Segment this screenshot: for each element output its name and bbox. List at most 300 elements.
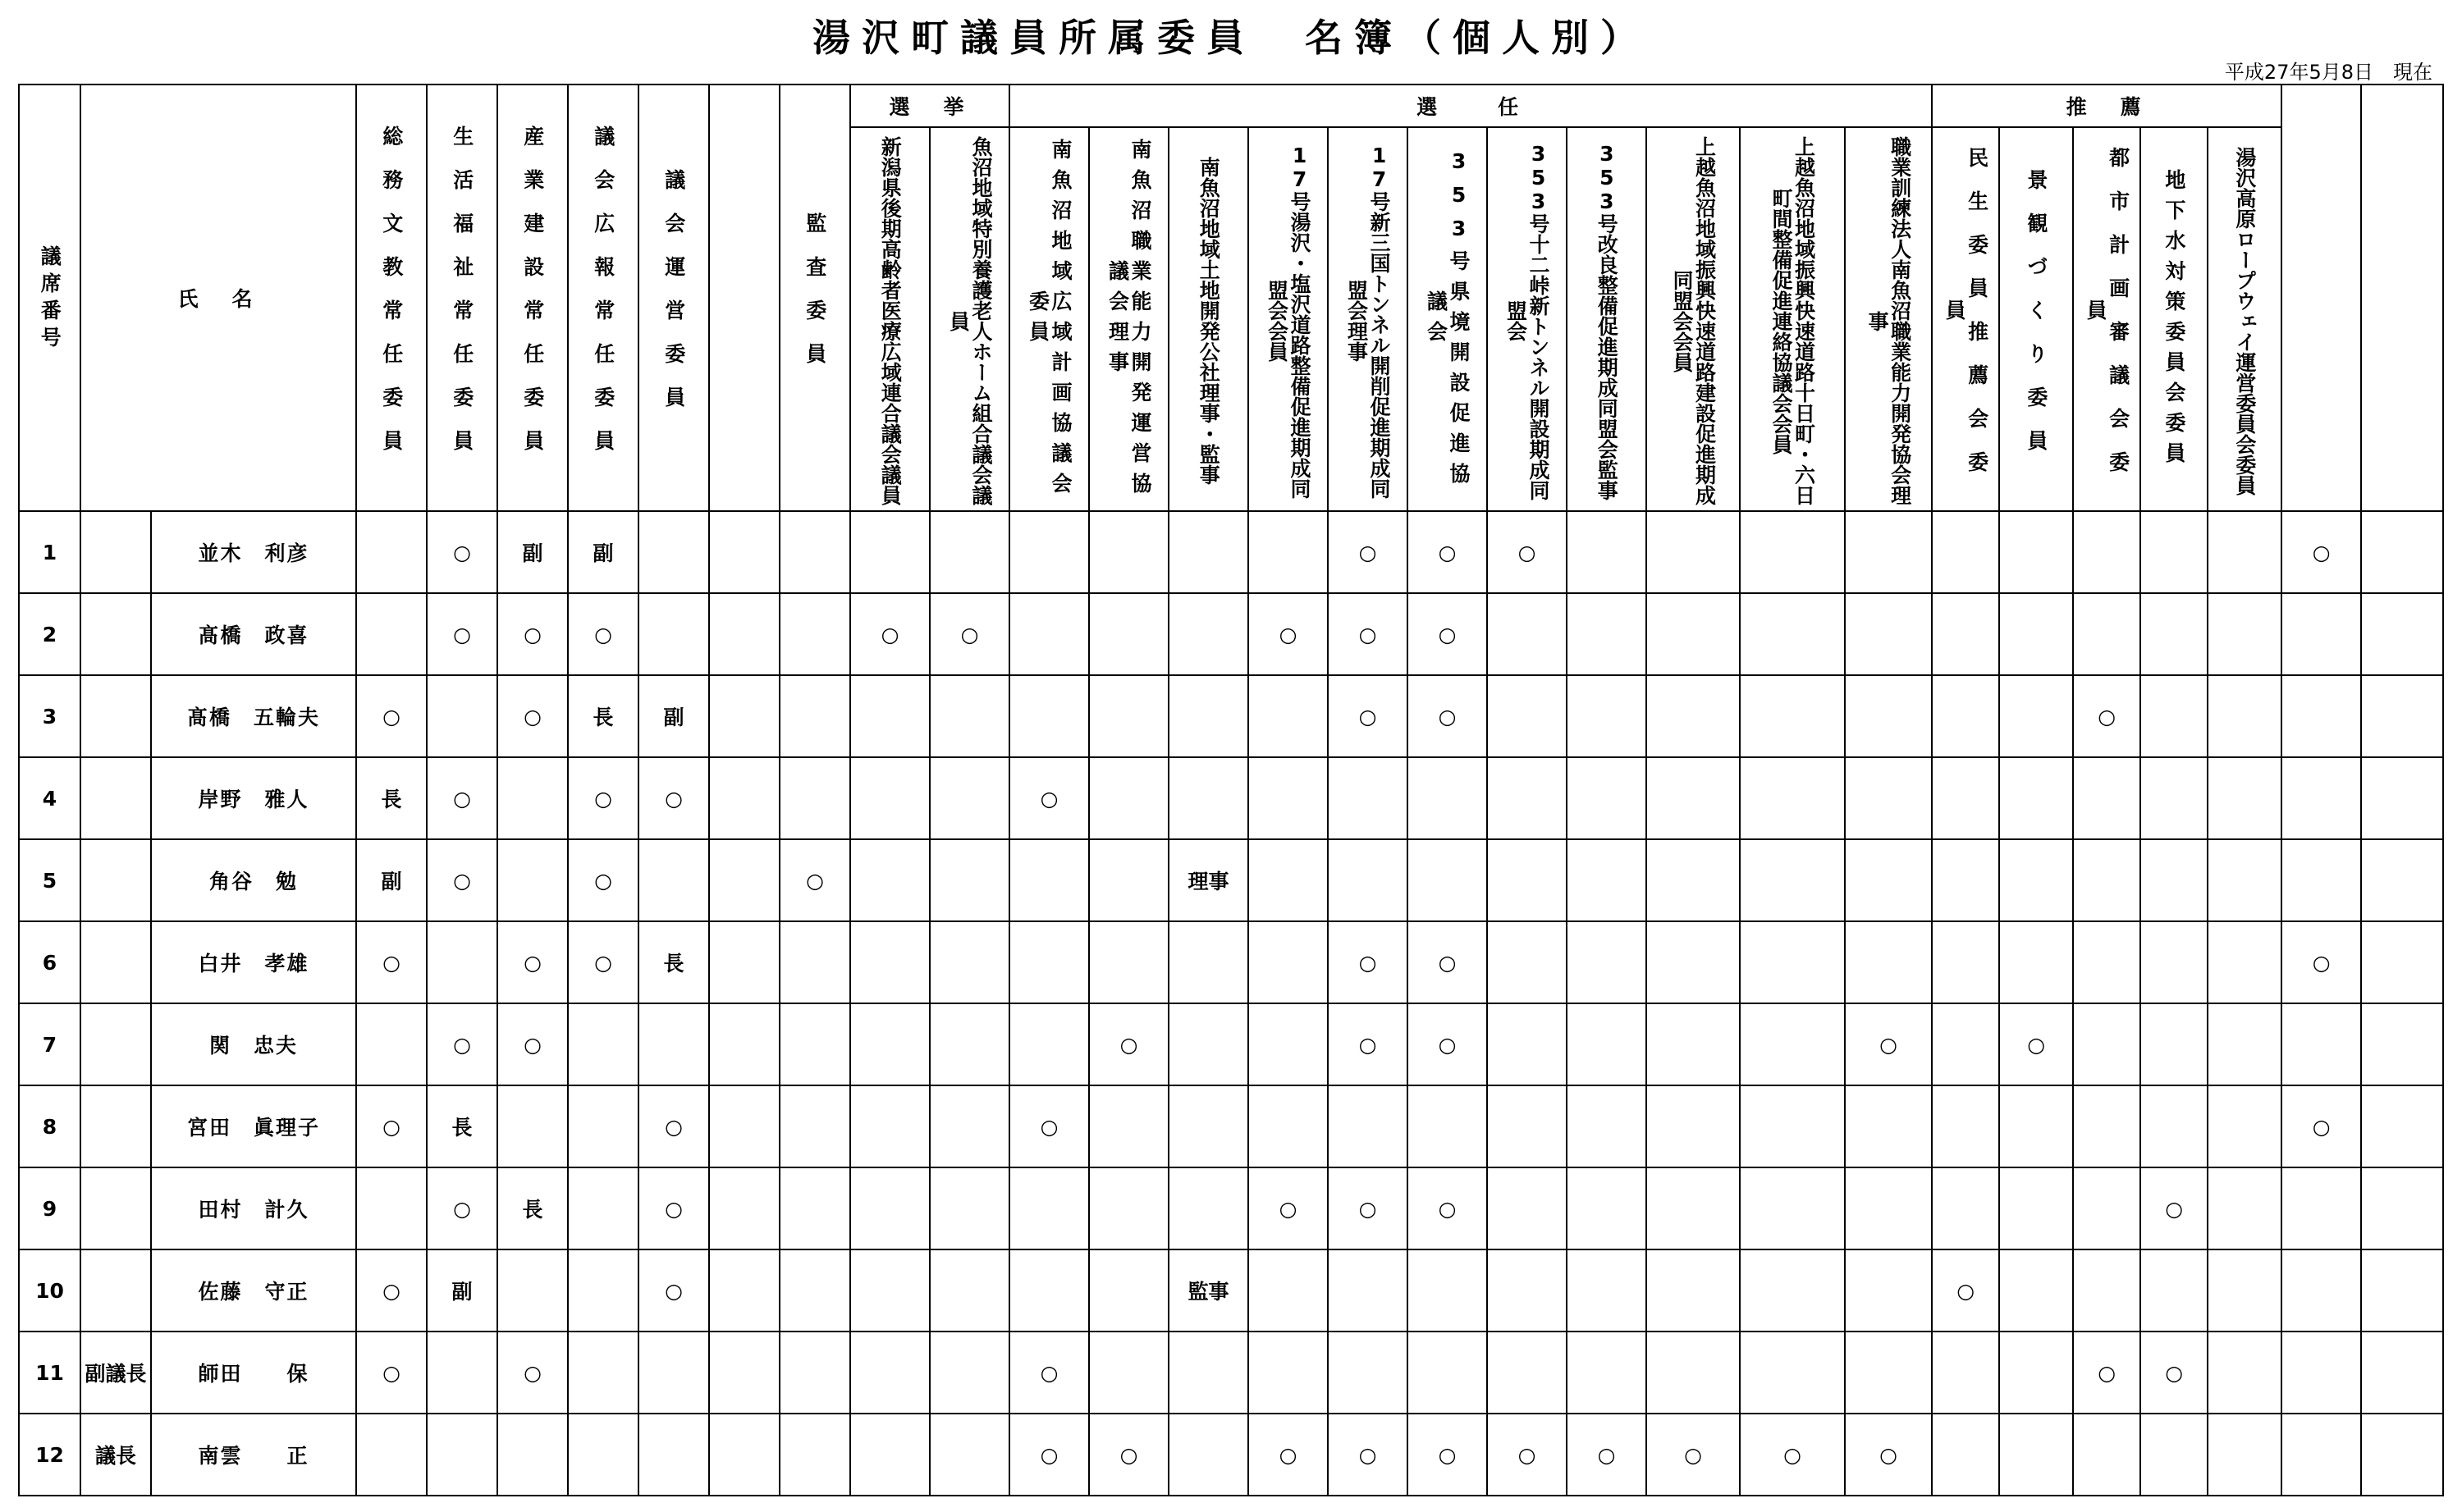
membership-cell [1328, 839, 1407, 921]
membership-cell [1999, 675, 2073, 757]
header-election-2: 魚沼地域特別養護老人ホーム組合議会議員 [930, 127, 1009, 511]
header-appointed-10: 上越魚沼地域振興快速道路十日町・六日町間整備促進連絡協議会会員 [1740, 127, 1845, 511]
membership-cell [1009, 839, 1089, 921]
membership-cell [1845, 921, 1932, 1003]
membership-cell [1567, 1003, 1646, 1085]
membership-cell [2208, 1003, 2281, 1085]
membership-cell [1169, 921, 1248, 1003]
membership-cell: 長 [427, 1085, 497, 1167]
role-cell [80, 921, 151, 1003]
membership-cell [2073, 921, 2140, 1003]
membership-cell [1487, 1085, 1567, 1167]
header-appointed-1: 南魚沼地域広域計画協議会委員 [1009, 127, 1089, 511]
membership-cell [568, 1249, 638, 1332]
membership-cell: ○ [497, 593, 568, 675]
membership-cell [930, 511, 1009, 593]
membership-cell [568, 1332, 638, 1414]
header-election-1: 新潟県後期高齢者医療広域連合議会議員 [850, 127, 930, 511]
membership-cell [1845, 675, 1932, 757]
membership-cell: ○ [1328, 675, 1407, 757]
membership-cell [568, 1167, 638, 1249]
membership-cell [2281, 1249, 2361, 1332]
membership-cell [1169, 1332, 1248, 1414]
header-standing-1: 総務文教常任委員 [356, 85, 427, 511]
membership-cell [427, 921, 497, 1003]
membership-cell: ○ [2140, 1167, 2208, 1249]
membership-cell [2361, 593, 2443, 675]
membership-cell: 長 [356, 757, 427, 839]
membership-cell [1169, 1003, 1248, 1085]
membership-cell [1999, 757, 2073, 839]
header-recommended-4: 地下水対策委員会委員 [2140, 127, 2208, 511]
membership-cell [568, 1414, 638, 1496]
membership-cell: ○ [1487, 511, 1567, 593]
membership-cell: ○ [1328, 921, 1407, 1003]
membership-cell [497, 1085, 568, 1167]
membership-cell: 副 [638, 675, 709, 757]
membership-cell: ○ [356, 1085, 427, 1167]
membership-cell [1487, 593, 1567, 675]
membership-cell: ○ [638, 1085, 709, 1167]
membership-cell [1248, 1003, 1328, 1085]
membership-cell [1567, 921, 1646, 1003]
role-cell [80, 593, 151, 675]
membership-cell [1169, 757, 1248, 839]
membership-cell [2361, 1249, 2443, 1332]
membership-cell [2208, 1249, 2281, 1332]
membership-cell [2361, 1332, 2443, 1414]
header-standing-3: 産業建設常任委員 [497, 85, 568, 511]
header-extra-1 [2281, 85, 2361, 511]
membership-cell [2361, 1085, 2443, 1167]
member-name-cell: 角谷 勉 [151, 839, 356, 921]
membership-cell [1646, 675, 1740, 757]
membership-cell: ○ [568, 921, 638, 1003]
membership-cell [1999, 511, 2073, 593]
table-row [19, 1085, 2443, 1167]
membership-cell [1407, 1085, 1487, 1167]
membership-cell [2073, 839, 2140, 921]
membership-cell [1248, 511, 1328, 593]
table-row [19, 593, 2443, 675]
header-appointed-5: 17号新三国トンネル開削促進期成同盟会理事 [1328, 127, 1407, 511]
membership-cell: ○ [1248, 593, 1328, 675]
membership-cell [2361, 675, 2443, 757]
membership-cell: 長 [638, 921, 709, 1003]
membership-cell [2281, 1332, 2361, 1414]
membership-cell: ○ [638, 1167, 709, 1249]
membership-cell [1328, 1249, 1407, 1332]
seat-number-cell: 6 [19, 921, 80, 1003]
membership-cell: ○ [497, 1003, 568, 1085]
membership-cell [1567, 1167, 1646, 1249]
membership-cell: ○ [427, 1003, 497, 1085]
membership-cell [1009, 1249, 1089, 1332]
header-appointed-8: 353号改良整備促進期成同盟会監事 [1567, 127, 1646, 511]
membership-cell: ○ [930, 593, 1009, 675]
membership-cell: 理事 [1169, 839, 1248, 921]
header-appointed-9: 上越魚沼地域振興快速道路建設促進期成同盟会会員 [1646, 127, 1740, 511]
membership-cell: ○ [356, 1249, 427, 1332]
membership-cell [1567, 757, 1646, 839]
seat-number-cell: 12 [19, 1414, 80, 1496]
membership-cell [1999, 1414, 2073, 1496]
member-name-cell: 師田 保 [151, 1332, 356, 1414]
membership-cell [1089, 921, 1169, 1003]
membership-cell [1328, 757, 1407, 839]
membership-cell: ○ [1009, 1085, 1089, 1167]
membership-cell: ○ [2281, 511, 2361, 593]
member-name-cell: 南雲 正 [151, 1414, 356, 1496]
seat-number-cell: 9 [19, 1167, 80, 1249]
membership-cell [638, 839, 709, 921]
membership-cell [2140, 1414, 2208, 1496]
membership-cell: ○ [2073, 675, 2140, 757]
membership-cell [1407, 1249, 1487, 1332]
membership-cell [1646, 839, 1740, 921]
membership-cell [780, 1414, 850, 1496]
membership-cell [2361, 921, 2443, 1003]
header-appointed-4: 17号湯沢・塩沢道路整備促進期成同盟会会員 [1248, 127, 1328, 511]
role-cell [80, 1167, 151, 1249]
membership-cell [1169, 511, 1248, 593]
membership-cell: ○ [1999, 1003, 2073, 1085]
member-name-cell: 白井 孝雄 [151, 921, 356, 1003]
seat-number-cell: 4 [19, 757, 80, 839]
membership-cell [1009, 593, 1089, 675]
member-name-cell: 宮田 眞理子 [151, 1085, 356, 1167]
membership-cell: ○ [1407, 675, 1487, 757]
header-appointed-11: 職業訓練法人南魚沼職業能力開発協会理事 [1845, 127, 1932, 511]
membership-cell [2361, 1003, 2443, 1085]
membership-cell: ○ [1407, 593, 1487, 675]
membership-cell [1567, 593, 1646, 675]
header-seat-number: 議席番号 [19, 85, 80, 511]
membership-cell: ○ [1407, 511, 1487, 593]
membership-cell [1169, 1167, 1248, 1249]
membership-cell [1740, 1167, 1845, 1249]
header-recommended-2: 景観づくり委員 [1999, 127, 2073, 511]
member-name-cell: 佐藤 守正 [151, 1249, 356, 1332]
membership-cell [1932, 675, 1999, 757]
membership-cell: ○ [1845, 1414, 1932, 1496]
membership-cell: ○ [638, 757, 709, 839]
member-name-cell: 髙橋 政喜 [151, 593, 356, 675]
membership-cell: ○ [1407, 921, 1487, 1003]
membership-cell: 副 [427, 1249, 497, 1332]
membership-cell [1567, 839, 1646, 921]
role-cell [80, 757, 151, 839]
membership-cell [1740, 511, 1845, 593]
membership-cell [1407, 839, 1487, 921]
header-appointed-6: 353号県境開設促進協議会 [1407, 127, 1487, 511]
membership-cell [1009, 1167, 1089, 1249]
membership-cell [2140, 757, 2208, 839]
membership-cell [638, 1003, 709, 1085]
membership-cell [2140, 511, 2208, 593]
membership-cell [2073, 1167, 2140, 1249]
membership-cell [1845, 511, 1932, 593]
membership-cell: ○ [1646, 1414, 1740, 1496]
membership-cell [2073, 1414, 2140, 1496]
membership-cell [1932, 1414, 1999, 1496]
membership-cell [497, 839, 568, 921]
membership-cell [1487, 1003, 1567, 1085]
membership-cell [780, 1003, 850, 1085]
membership-cell: ○ [1567, 1414, 1646, 1496]
membership-cell [2281, 1003, 2361, 1085]
membership-cell [1009, 1003, 1089, 1085]
membership-cell [1740, 757, 1845, 839]
membership-cell [1009, 921, 1089, 1003]
membership-cell [638, 1332, 709, 1414]
membership-cell [1487, 921, 1567, 1003]
membership-cell: 副 [356, 839, 427, 921]
membership-cell [1169, 675, 1248, 757]
membership-cell [1932, 1332, 1999, 1414]
table-row [19, 511, 2443, 593]
membership-cell [427, 675, 497, 757]
membership-cell [850, 1085, 930, 1167]
table-header [19, 85, 2443, 511]
table-row [19, 1249, 2443, 1332]
membership-cell: ○ [1089, 1003, 1169, 1085]
membership-cell [1248, 1332, 1328, 1414]
membership-cell [1646, 1003, 1740, 1085]
member-name-cell: 並木 利彦 [151, 511, 356, 593]
membership-cell [1567, 675, 1646, 757]
table-row [19, 839, 2443, 921]
membership-cell [1932, 757, 1999, 839]
membership-cell: 長 [568, 675, 638, 757]
membership-cell [850, 1003, 930, 1085]
membership-cell [780, 757, 850, 839]
membership-cell: ○ [1248, 1414, 1328, 1496]
membership-cell [850, 511, 930, 593]
header-recommended-3: 都市計画審議会委員 [2073, 127, 2140, 511]
membership-cell: ○ [1740, 1414, 1845, 1496]
membership-cell [1089, 593, 1169, 675]
membership-cell [2281, 675, 2361, 757]
role-cell [80, 511, 151, 593]
membership-cell [709, 757, 780, 839]
membership-cell [568, 1085, 638, 1167]
membership-cell [1089, 675, 1169, 757]
membership-cell [2140, 921, 2208, 1003]
page-title: 湯沢町議員所属委員 名簿（個人別） [812, 16, 1650, 60]
membership-cell [1999, 1085, 2073, 1167]
membership-cell [1169, 1085, 1248, 1167]
membership-cell [1328, 1332, 1407, 1414]
membership-cell [2140, 839, 2208, 921]
header-standing-2: 生活福祉常任委員 [427, 85, 497, 511]
membership-cell: ○ [497, 675, 568, 757]
membership-cell [1487, 1167, 1567, 1249]
membership-cell: ○ [1248, 1167, 1328, 1249]
membership-cell [638, 593, 709, 675]
membership-cell [780, 1085, 850, 1167]
membership-cell [1740, 1085, 1845, 1167]
membership-cell: ○ [1328, 1414, 1407, 1496]
membership-cell [2361, 1414, 2443, 1496]
role-cell [80, 1003, 151, 1085]
membership-cell [930, 757, 1009, 839]
membership-cell: ○ [1089, 1414, 1169, 1496]
membership-cell [709, 1003, 780, 1085]
membership-cell [638, 511, 709, 593]
membership-cell [1646, 1085, 1740, 1167]
membership-cell [356, 1003, 427, 1085]
membership-cell [1740, 675, 1845, 757]
membership-cell: ○ [2140, 1332, 2208, 1414]
membership-cell [1999, 593, 2073, 675]
membership-cell [1487, 839, 1567, 921]
membership-cell [1932, 593, 1999, 675]
membership-cell [850, 921, 930, 1003]
membership-cell [2140, 1085, 2208, 1167]
membership-cell [1487, 757, 1567, 839]
membership-cell [2140, 593, 2208, 675]
membership-cell [1089, 1167, 1169, 1249]
membership-cell [1009, 675, 1089, 757]
membership-cell [1740, 921, 1845, 1003]
membership-cell: ○ [427, 1167, 497, 1249]
membership-cell [780, 921, 850, 1003]
seat-number-cell: 2 [19, 593, 80, 675]
membership-cell [2281, 757, 2361, 839]
membership-cell: ○ [356, 675, 427, 757]
membership-cell [1646, 757, 1740, 839]
table-row [19, 757, 2443, 839]
as-of-date: 平成27年5月8日 現在 [2224, 61, 2432, 84]
membership-cell [2073, 511, 2140, 593]
membership-cell [356, 1167, 427, 1249]
membership-cell [2073, 1003, 2140, 1085]
membership-cell [1487, 1332, 1567, 1414]
membership-cell [709, 921, 780, 1003]
membership-cell: ○ [427, 511, 497, 593]
membership-cell [850, 839, 930, 921]
membership-cell [709, 511, 780, 593]
membership-cell: ○ [638, 1249, 709, 1332]
table-row [19, 1414, 2443, 1496]
membership-cell [709, 1085, 780, 1167]
header-recommended-1: 民生委員推薦会委員 [1932, 127, 1999, 511]
membership-cell [780, 1167, 850, 1249]
membership-cell [1248, 839, 1328, 921]
header-audit: 監査委員 [780, 85, 850, 511]
membership-cell [1932, 1003, 1999, 1085]
header-group-election: 選 挙 [850, 85, 1009, 127]
membership-cell: ○ [1328, 593, 1407, 675]
membership-cell [1089, 511, 1169, 593]
table-row [19, 675, 2443, 757]
membership-cell [1089, 1332, 1169, 1414]
membership-cell: ○ [2281, 921, 2361, 1003]
membership-cell [497, 1414, 568, 1496]
membership-cell [2361, 839, 2443, 921]
membership-cell [427, 1414, 497, 1496]
membership-cell [2361, 511, 2443, 593]
membership-cell [1740, 839, 1845, 921]
membership-cell: 長 [497, 1167, 568, 1249]
header-extra-2 [2361, 85, 2443, 511]
membership-cell [1089, 839, 1169, 921]
membership-cell [1407, 757, 1487, 839]
membership-cell: ○ [1407, 1167, 1487, 1249]
table-row [19, 1332, 2443, 1414]
membership-cell: ○ [497, 1332, 568, 1414]
membership-cell [1845, 757, 1932, 839]
table-row [19, 1167, 2443, 1249]
membership-cell [709, 675, 780, 757]
membership-cell: ○ [2281, 1085, 2361, 1167]
membership-cell [1845, 1249, 1932, 1332]
membership-cell: ○ [427, 593, 497, 675]
membership-cell [780, 593, 850, 675]
membership-cell [2140, 1249, 2208, 1332]
membership-cell [1248, 1249, 1328, 1332]
membership-cell [1567, 1085, 1646, 1167]
seat-number-cell: 11 [19, 1332, 80, 1414]
membership-cell: 監事 [1169, 1249, 1248, 1332]
header-standing-5: 議会運営委員 [638, 85, 709, 511]
membership-cell [2281, 839, 2361, 921]
membership-cell: 副 [497, 511, 568, 593]
membership-cell: ○ [427, 757, 497, 839]
membership-cell: ○ [1328, 1003, 1407, 1085]
membership-cell [930, 1249, 1009, 1332]
membership-cell [2140, 1003, 2208, 1085]
membership-cell [1567, 1249, 1646, 1332]
membership-cell [780, 675, 850, 757]
membership-cell [709, 1332, 780, 1414]
membership-cell [930, 675, 1009, 757]
membership-cell [850, 675, 930, 757]
membership-cell [1999, 921, 2073, 1003]
membership-cell [2073, 1249, 2140, 1332]
membership-cell [1407, 1332, 1487, 1414]
role-cell [80, 1085, 151, 1167]
member-name-cell: 田村 計久 [151, 1167, 356, 1249]
membership-cell [1740, 1332, 1845, 1414]
header-group-recommended: 推 薦 [1932, 85, 2281, 127]
membership-cell [1932, 511, 1999, 593]
seat-number-cell: 3 [19, 675, 80, 757]
membership-cell [1932, 921, 1999, 1003]
membership-cell [1487, 1249, 1567, 1332]
membership-cell [1248, 757, 1328, 839]
membership-cell [1169, 593, 1248, 675]
membership-cell [2208, 1085, 2281, 1167]
membership-cell [1932, 839, 1999, 921]
membership-cell [356, 1414, 427, 1496]
membership-cell [356, 511, 427, 593]
membership-cell: 副 [568, 511, 638, 593]
membership-cell [1567, 1332, 1646, 1414]
membership-cell [1328, 1085, 1407, 1167]
membership-cell [427, 1332, 497, 1414]
membership-cell [1740, 593, 1845, 675]
role-cell [80, 675, 151, 757]
membership-cell [709, 839, 780, 921]
membership-cell [1999, 839, 2073, 921]
header-appointed-2: 南魚沼職業能力開発運営協議会理事 [1089, 127, 1169, 511]
membership-cell [930, 839, 1009, 921]
membership-cell [850, 1167, 930, 1249]
membership-cell [709, 1249, 780, 1332]
membership-cell: ○ [427, 839, 497, 921]
